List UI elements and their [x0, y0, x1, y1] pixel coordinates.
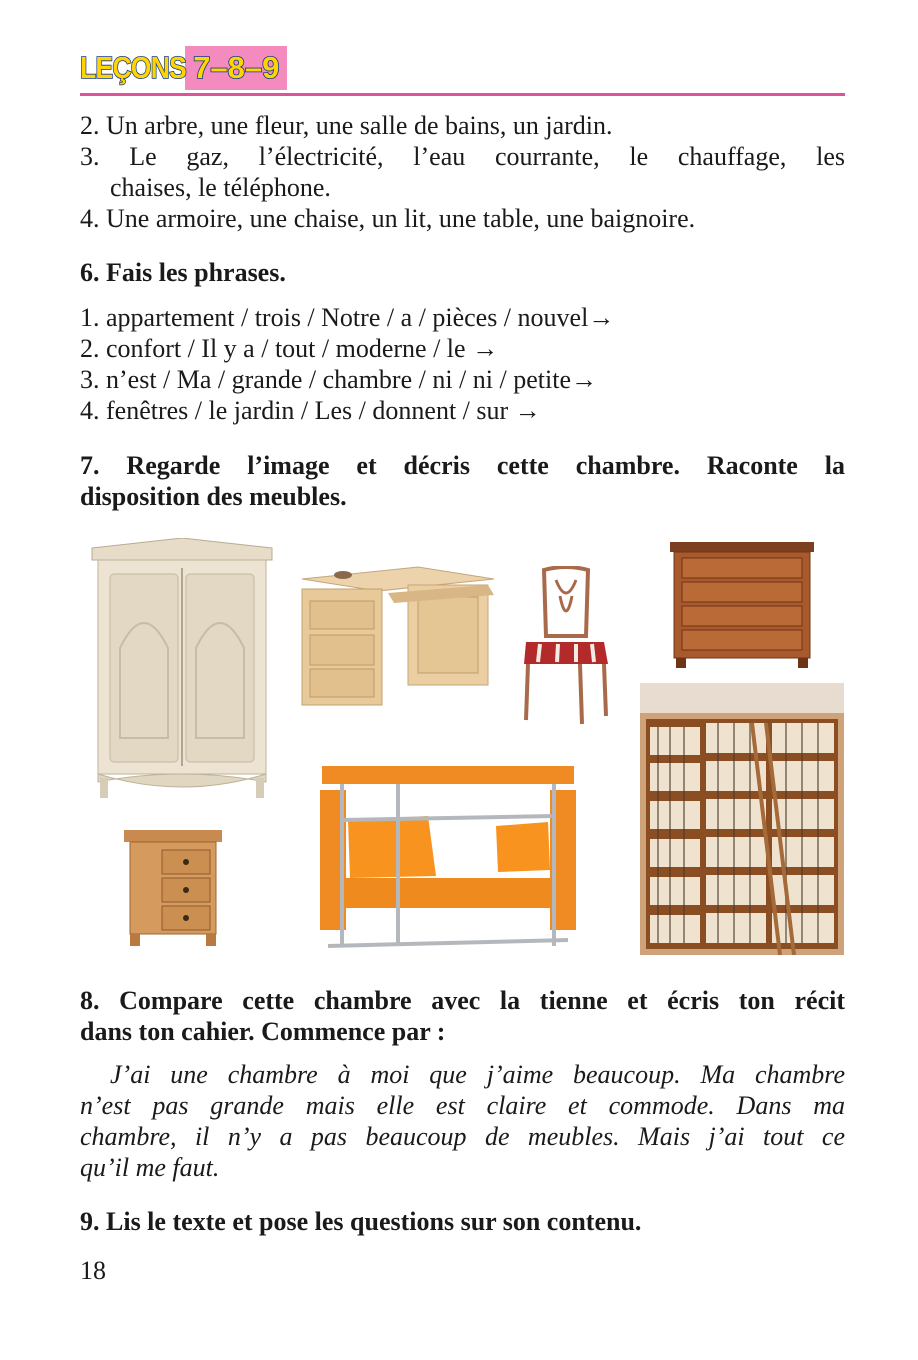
nightstand-picture: [122, 828, 224, 948]
page-number: 18: [80, 1256, 106, 1285]
arrow-icon: →: [472, 334, 499, 363]
list-item: 2. Un arbre, une fleur, une salle de bains, un jardin.: [80, 111, 613, 140]
desk-picture: [298, 565, 498, 710]
list-item: 2. confort / Il y a / tout / moderne / le →: [80, 334, 499, 363]
arrow-icon: →: [570, 365, 597, 394]
list-item-continuation: chaises, le téléphone.: [110, 173, 331, 202]
chest-of-drawers-picture: [668, 540, 816, 670]
chair-picture: [520, 566, 612, 726]
exercise-6-title: 6. Fais les phrases.: [80, 258, 286, 287]
list-item: 3. n’est / Ma / grande / chambre / ni / ni / petite→: [80, 365, 597, 394]
header-rule: [80, 93, 845, 96]
exercise-6-list: [80, 302, 845, 426]
exercise-7-instruction: 7. Regarde l’image et décris cette chambre. Raconte la disposition des meubles.: [80, 451, 845, 511]
exercise-5-list: [80, 110, 845, 234]
list-item: 1. appartement / trois / Notre / a / pièces / nouvel→: [80, 303, 615, 332]
bookshelves-picture: [640, 683, 844, 955]
exercise-8-text: J’ai une chambre à moi que j’aime beaucoup. Ma chambre n’est pas grande mais elle est claire et commode. Dans ma chambre, il n’y a pas beaucoup de meubles. Mais j’ai tout ce qu’il me faut.: [80, 1060, 845, 1182]
arrow-icon: →: [588, 303, 615, 332]
list-item: 4. Une armoire, une chaise, un lit, une table, une baignoire.: [80, 204, 696, 233]
exercise-8-instruction: 8. Compare cette chambre avec la tienne et écris ton récit dans ton cahier. Commence par :: [80, 986, 845, 1046]
sofa-bed-picture: [318, 760, 580, 956]
arrow-icon: →: [514, 396, 541, 425]
lesson-title: LEÇONS: [80, 50, 186, 85]
list-item: 4. fenêtres / le jardin / Les / donnent / sur →: [80, 396, 541, 425]
armoire-picture: [86, 538, 278, 800]
exercise-9-title: 9. Lis le texte et pose les questions sur son contenu.: [80, 1207, 642, 1236]
lesson-numbers-badge: 7–8–9: [185, 46, 287, 90]
list-item: 3. Le gaz, l’électricité, l’eau courrante, le chauffage, les: [80, 142, 845, 171]
lesson-header: [80, 44, 287, 92]
